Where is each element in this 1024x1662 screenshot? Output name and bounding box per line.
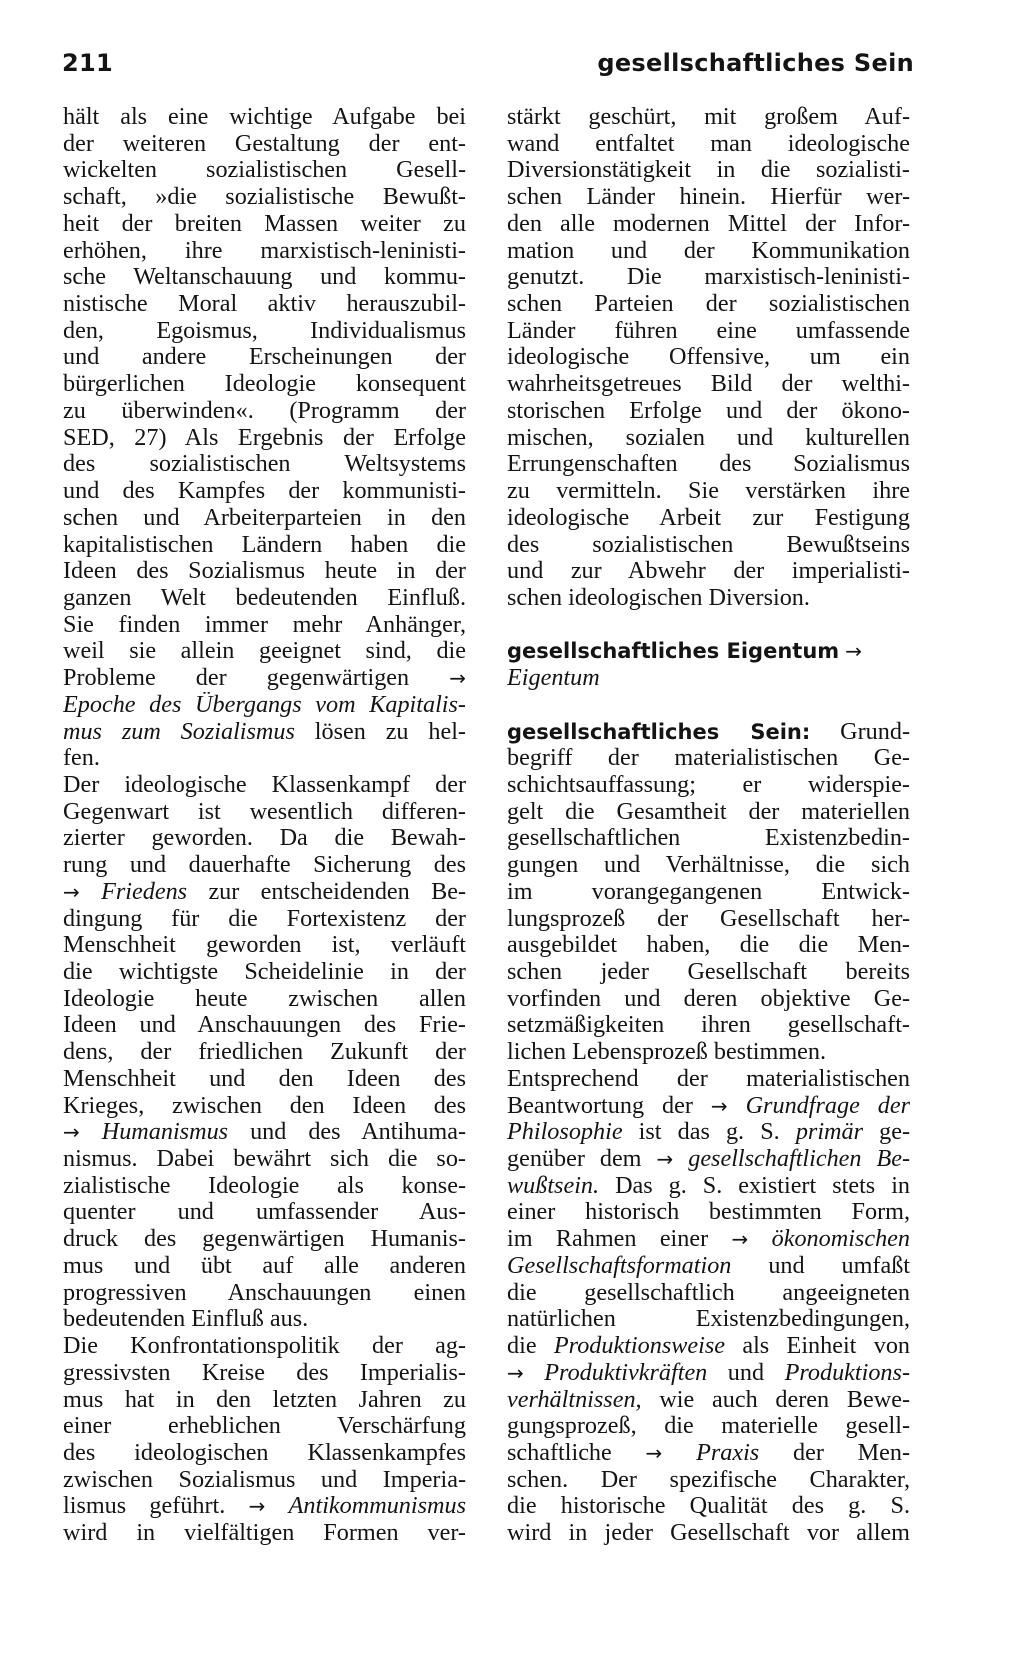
cross-reference: mus zum Sozialismus [63,718,295,745]
text-line: Länder führen eine umfassende [507,317,910,344]
right-column [507,104,910,1547]
text-line: zu vermitteln. Sie verstärken ihre [507,478,910,505]
text-line [507,1226,910,1253]
text-line: des sozialistischen Weltsystems [63,451,466,478]
cross-reference: verhältnissen, [507,1386,642,1413]
entry-gesellschaftliches-eigentum [507,638,910,665]
text-line: Krieges, zwischen den Ideen des [63,1092,466,1119]
text-line [63,665,466,692]
text-line: zierter geworden. Da die Bewah- [63,825,466,852]
text-line [507,1173,910,1200]
cross-reference: wußtsein. [507,1172,600,1199]
text-run: Das g. S. existiert stets in [615,1172,910,1199]
cross-reference: Humanismus [101,1119,229,1146]
text-line: und zur Abwehr der imperialisti- [507,558,910,585]
cross-reference: ökonomischen [771,1226,910,1253]
text-line: druck des gegenwärtigen Humanis- [63,1226,466,1253]
text-line [507,1253,910,1280]
page-number: 211 [62,49,113,77]
text-line: Ideologie heute zwischen allen [63,985,466,1012]
text-line: und andere Erscheinungen der [63,344,466,371]
text-line: bürgerlichen Ideologie konsequent [63,371,466,398]
text-line: Entsprechend der materialistischen [507,1065,910,1092]
text-run: schaftliche [507,1439,612,1466]
text-line: begriff der materialistischen Ge- [507,745,910,772]
text-run: als Einheit von [742,1333,910,1360]
text-line: einer erheblichen Verschärfung [63,1413,466,1440]
text-run: ist das g. S. [638,1119,780,1146]
text-line: ausgebildet haben, die die Men- [507,932,910,959]
entry-headword: gesellschaftliches Eigentum [507,639,840,664]
text-line: gungen und Verhältnisse, die sich [507,852,910,879]
text-line: Gegenwart ist wesentlich differen- [63,798,466,825]
text-line [507,1093,910,1120]
text-line: genutzt. Die marxistisch-leninisti- [507,264,910,291]
text-line: ideologische Arbeit zur Festigung [507,504,910,531]
entry-spacer [507,692,910,719]
text-run: der Men- [792,1439,910,1466]
text-line: des sozialistischen Bewußtseins [507,531,910,558]
text-line: gelt die Gesamtheit der materiellen [507,798,910,825]
text-line [507,665,910,692]
cross-reference: Eigentum [507,665,600,692]
text-line [63,879,466,906]
text-line: Der ideologische Klassenkampf der [63,771,466,798]
text-run: lismus geführt. [63,1493,226,1520]
arrow-icon: → [507,1360,524,1385]
text-line: schaft, »die sozialistische Bewußt- [63,184,466,211]
arrow-icon: → [248,1494,266,1519]
text-line: mation und der Kommunikation [507,237,910,264]
text-line: Ideen und Anschauungen des Frie- [63,1012,466,1039]
text-line: Ideen des Sozialismus heute in der [63,558,466,585]
arrow-icon: → [645,1440,663,1465]
text-line: schen Parteien der sozialistischen [507,291,910,318]
text-line: zwischen Sozialismus und Imperia- [63,1466,466,1493]
text-line: nistische Moral aktiv herauszubil- [63,291,466,318]
text-line: den alle modernen Mittel der Infor- [507,210,910,237]
text-line [507,1119,910,1146]
text-line [63,1119,466,1146]
text-run: und umfaßt [768,1252,910,1279]
text-line: wickelten sozialistischen Gesell- [63,157,466,184]
text-line: erhöhen, ihre marxistisch-leninisti- [63,237,466,264]
cross-reference: Praxis [696,1439,760,1466]
text-line: die gesellschaftlich angeeigneten [507,1279,910,1306]
cross-reference: Antikommunismus [288,1493,466,1520]
text-line: mischen, sozialen und kulturellen [507,424,910,451]
arrow-icon: → [710,1093,728,1118]
text-line [507,1333,910,1360]
text-line: wird in vielfältigen Formen ver- [63,1520,466,1547]
text-run: genüber dem [507,1146,642,1173]
text-line: wand entfaltet man ideologische [507,130,910,157]
text-line: ideologische Offensive, um ein [507,344,910,371]
text-line: setzmäßigkeiten ihren gesellschaft- [507,1012,910,1039]
entry-headword: gesellschaftliches Sein: [507,719,811,744]
text-line: schen Länder hinein. Hierfür wer- [507,184,910,211]
text-line: zialistische Ideologie als konse- [63,1172,466,1199]
arrow-icon: → [731,1227,749,1252]
text-run: Probleme der gegenwärtigen [63,665,410,692]
text-line: dingung für die Fortexistenz der [63,905,466,932]
text-run: Grund- [840,718,910,745]
entry-gesellschaftliches-sein [507,719,910,746]
text-line [63,1493,466,1520]
text-line: schen ideologischen Diversion. [507,584,810,611]
cross-reference: Grundfrage der [745,1092,910,1119]
text-line: gungsprozeß, die materielle gesell- [507,1413,910,1440]
arrow-icon: → [63,879,80,904]
text-line: fen. [63,745,100,772]
text-line: weil sie allein geeignet sind, die [63,638,466,665]
entry-spacer [507,612,910,639]
text-line: lungsprozeß der Gesellschaft her- [507,905,910,932]
text-line: stärkt geschürt, mit großem Auf- [507,104,910,130]
arrow-icon: → [63,1120,80,1145]
text-line: einer historisch bestimmten Form, [507,1199,910,1226]
text-line: bedeutenden Einfluß aus. [63,1306,309,1333]
text-line: schen. Der spezifische Charakter, [507,1466,910,1493]
text-line: storischen Erfolge und der ökono- [507,397,910,424]
text-line: gressivsten Kreise des Imperialis- [63,1359,466,1386]
cross-reference: Gesellschaftsformation [507,1252,732,1279]
cross-reference: Philosophie [507,1119,623,1146]
text-line [507,1440,910,1467]
text-run: die [507,1333,537,1360]
text-line: Errungenschaften des Sozialismus [507,451,910,478]
text-line: hält als eine wichtige Aufgabe bei [63,104,466,130]
text-run: wie auch deren Bewe- [659,1386,910,1413]
text-line: nismus. Dabei bewährt sich die so- [63,1146,466,1173]
text-run: zur entscheidenden Be- [208,878,466,905]
text-line [507,1387,910,1414]
running-head: gesellschaftliches Sein [597,49,914,77]
cross-reference: Produktivkräften [544,1359,708,1386]
text-line: gesellschaftlichen Existenzbedin- [507,825,910,852]
text-line: SED, 27) Als Ergebnis der Erfolge [63,424,466,451]
text-line: vorfinden und deren objektive Ge- [507,985,910,1012]
text-line [63,692,466,719]
text-line: und des Kampfes der kommunisti- [63,478,466,505]
text-run: lösen zu hel- [314,718,466,745]
text-line: Menschheit und den Ideen des [63,1065,466,1092]
text-line: quenter und umfassender Aus- [63,1199,466,1226]
text-line: die historische Qualität des g. S. [507,1493,910,1520]
arrow-icon: → [845,639,862,664]
text-run: ge- [879,1119,910,1146]
text-line: sche Weltanschauung und kommu- [63,264,466,291]
text-line: ganzen Welt bedeutenden Einfluß. [63,584,466,611]
text-run: und [727,1359,765,1386]
text-line: zu überwinden«. (Programm der [63,397,466,424]
text-line: die wichtigste Scheidelinie in der [63,959,466,985]
text-run: im Rahmen einer [507,1226,709,1253]
text-line: der weiteren Gestaltung der ent- [63,130,466,157]
text-line: wahrheitsgetreues Bild der welthi- [507,371,910,398]
text-line: heit der breiten Massen weiter zu [63,210,466,237]
text-line: schichtsauffassung; er widerspie- [507,771,910,798]
text-line: Die Konfrontationspolitik der ag- [63,1333,466,1360]
left-column [63,104,466,1547]
arrow-icon: → [449,666,466,691]
cross-reference: Produktions- [784,1359,910,1386]
text-line: rung und dauerhafte Sicherung des [63,852,466,879]
arrow-icon: → [656,1147,674,1172]
text-line: mus und übt auf alle anderen [63,1252,466,1279]
text-line: dens, der friedlichen Zukunft der [63,1039,466,1066]
text-line [507,1360,910,1387]
text-line: schen jeder Gesellschaft bereits [507,959,910,985]
text-run: und des Antihuma- [250,1119,466,1146]
text-line [63,719,466,746]
text-line: Menschheit geworden ist, verläuft [63,932,466,959]
text-run: Beantwortung der [507,1092,693,1119]
emphasis: Produktionsweise [553,1333,725,1360]
emphasis: primär [795,1119,864,1146]
text-line: wird in jeder Gesellschaft vor allem [507,1520,910,1547]
cross-reference: Friedens [101,878,188,905]
text-line: des ideologischen Klassenkampfes [63,1439,466,1466]
text-line [507,1146,910,1173]
text-line: Sie finden immer mehr Anhänger, [63,611,466,638]
text-line: im vorangegangenen Entwick- [507,878,910,905]
text-line: den, Egoismus, Individualismus [63,317,466,344]
text-line: mus hat in den letzten Jahren zu [63,1386,466,1413]
text-line: Diversionstätigkeit in die sozialisti- [507,157,910,184]
text-line: lichen Lebensprozeß bestimmen. [507,1039,827,1066]
text-line: schen und Arbeiterparteien in den [63,504,466,531]
text-line: kapitalistischen Ländern haben die [63,531,466,558]
cross-reference: Epoche des Übergangs vom Kapitalis- [63,691,466,718]
cross-reference: gesellschaftlichen Be- [688,1146,910,1173]
text-line: natürlichen Existenzbedingungen, [507,1306,910,1333]
text-line: progressiven Anschauungen einen [63,1279,466,1306]
